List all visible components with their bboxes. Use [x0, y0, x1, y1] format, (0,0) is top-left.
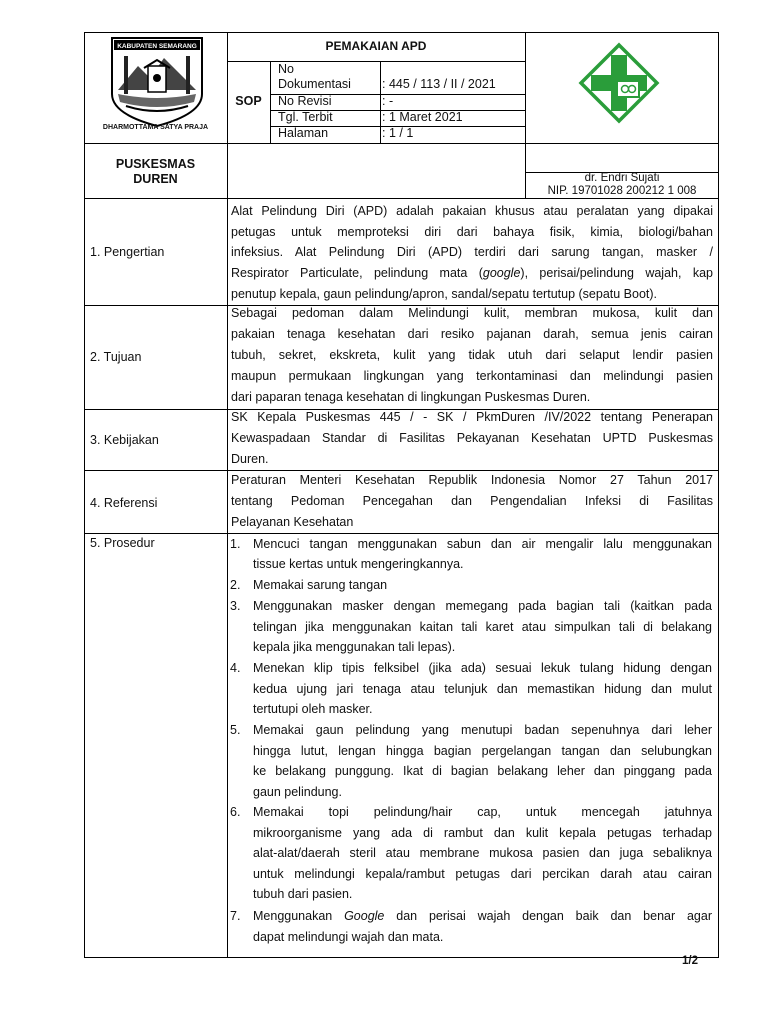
section-label-referensi: 4. Referensi	[90, 496, 158, 510]
list-number: 4.	[230, 661, 241, 675]
list-line: Mencuci tangan menggunakan sabun dan air mengalir lalu menggunakan	[253, 537, 712, 551]
paragraph-line: infeksius. Alat Pelindung Diri (APD) terdiri dari sarung tangan, masker /	[231, 245, 713, 260]
meta-value-halaman: : 1 / 1	[382, 126, 414, 140]
page-number: 1/2	[682, 955, 698, 967]
list-number: 3.	[230, 599, 241, 613]
meta-label-halaman: Halaman	[278, 126, 329, 140]
section-label-pengertian: 1. Pengertian	[90, 245, 165, 259]
paragraph-line: Kewaspadaan Standar di Fasilitas Pekayanan Kesehatan UPTD Puskesmas	[231, 431, 713, 445]
list-line: mikroorganisme yang ada di rambut dan kulit kepala petugas terhadap	[253, 825, 712, 840]
org-name-line2: DUREN	[133, 172, 178, 186]
puskesmas-logo	[577, 41, 661, 125]
section-label-kebijakan: 3. Kebijakan	[90, 433, 159, 447]
list-line: Memakai topi pelindung/hair cap, untuk mencegah jatuhnya	[253, 805, 712, 819]
paragraph-line: Duren.	[231, 452, 269, 466]
signer-nip: NIP. 19701028 200212 1 008	[547, 185, 697, 197]
meta-label-no: No	[278, 62, 294, 76]
paragraph-line: Peraturan Menteri Kesehatan Republik Indonesia Nomor 27 Tahun 2017	[231, 473, 713, 487]
list-line: tertutupi oleh masker.	[253, 702, 373, 716]
sop-label: SOP	[235, 94, 262, 108]
meta-value-dokumentasi: : 445 / 113 / II / 2021	[382, 77, 496, 91]
paragraph-line: pakaian tenaga kesehatan dari resiko pajanan darah, semua jenis cairan	[231, 327, 713, 341]
list-line: kepala jika menggunakan tali lepas).	[253, 640, 456, 654]
signer-name: dr. Endri Sujati	[584, 172, 660, 184]
paragraph-line: tubuh, sekret, ekskreta, kulit yang tidak utuh dari selaput lendir pasien	[231, 348, 713, 362]
paragraph-line: Respirator Particulate, pelindung mata (google), perisai/pelindung wajah, kap	[231, 266, 713, 281]
list-number: 5.	[230, 723, 241, 737]
regency-logo	[108, 36, 206, 128]
paragraph-line: petugas untuk memproteksi diri dari bahaya fisik, kimia, biologi/bahan	[231, 224, 713, 239]
paragraph-line: penutup kepala, gaun pelindung/apron, sandal/sepatu tertutup (sepatu Boot).	[231, 286, 658, 301]
paragraph-line: tentang Pedoman Pencegahan dan Pengendalian Infeksi di Fasilitas	[231, 494, 713, 508]
regency-logo-label: KABUPATEN SEMARANG	[117, 43, 197, 50]
paragraph-line: Pelayanan Kesehatan	[231, 515, 354, 529]
meta-label-revisi: No Revisi	[278, 94, 332, 108]
meta-value-revisi: : -	[382, 94, 394, 108]
list-number: 7.	[230, 909, 241, 923]
document-title: PEMAKAIAN APD	[325, 39, 427, 53]
list-line: ke belakang punggung. Ikat di bagian belakang leher dan pinggang pada	[253, 764, 712, 778]
list-line: tissue kertas untuk mengeringkannya.	[253, 556, 464, 571]
list-line: Memakai gaun pelindung yang menutupi badan sepenuhnya dari leher	[253, 723, 712, 737]
list-line: Memakai sarung tangan	[253, 578, 388, 592]
section-label-prosedur: 5. Prosedur	[90, 536, 155, 550]
list-line: Menekan klip tipis felksibel (jika ada) sesuai lekuk tulang hidung dengan	[253, 661, 712, 675]
meta-label-terbit: Tgl. Terbit	[278, 110, 333, 124]
section-label-tujuan: 2. Tujuan	[90, 350, 142, 364]
list-line: telingan jika menggunakan kaitan tali karet atau simpulkan tali di belakang	[253, 619, 712, 634]
list-line: dapat melindungi wajah dan mata.	[253, 929, 444, 944]
list-line: Menggunakan masker dengan memegang pada bagian tali (kaitkan pada	[253, 599, 712, 613]
list-line: alat-alat/daerah steril atau membrane mukosa pasien dan juga sebaliknya	[253, 846, 712, 860]
meta-value-terbit: : 1 Maret 2021	[382, 110, 463, 124]
list-line: kedua ujung jari tenaga atau telunjuk dan memastikan hidung dan mulut	[253, 681, 712, 696]
list-line: Menggunakan Google dan perisai wajah dengan baik dan benar agar	[253, 909, 712, 923]
meta-label-dokumentasi: Dokumentasi	[278, 77, 351, 91]
paragraph-line: maupun permukaan lingkungan yang terkontaminasi dan melindungi pasien	[231, 369, 713, 383]
regency-motto: DHARMOTTAMA SATYA PRAJA	[102, 124, 209, 131]
list-line: untuk melindungi kepala/rambut petugas dari percikan darah atau cairan	[253, 866, 712, 881]
list-number: 6.	[230, 805, 241, 819]
list-line: tubuh dari pasien.	[253, 887, 353, 901]
list-line: gaun pelindung.	[253, 784, 342, 799]
paragraph-line: Sebagai pedoman dalam Melindungi kulit, membran mukosa, kulit dan	[231, 306, 713, 320]
list-number: 2.	[230, 578, 241, 592]
org-name-line1: PUSKESMAS	[115, 157, 196, 171]
list-line: hingga lutut, lengan hingga bagian pergelangan tangan dan selubungkan	[253, 743, 712, 758]
paragraph-line: dari paparan tenaga kesehatan di lingkungan Puskesmas Duren.	[231, 390, 591, 404]
list-number: 1.	[230, 537, 241, 551]
paragraph-line: SK Kepala Puskesmas 445 / - SK / PkmDuren /IV/2022 tentang Penerapan	[231, 410, 713, 424]
paragraph-line: Alat Pelindung Diri (APD) adalah pakaian khusus atau peralatan yang dipakai	[231, 204, 713, 218]
